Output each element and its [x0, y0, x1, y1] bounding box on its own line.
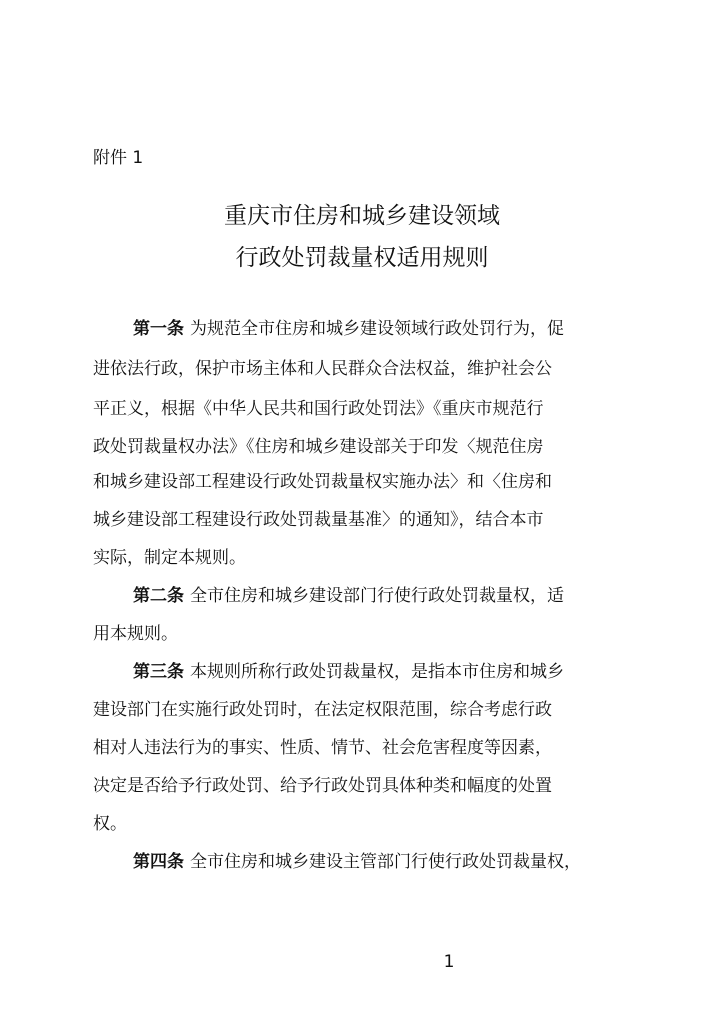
article-3-line: 权。 [93, 814, 127, 834]
article-1-line: 和城乡建设部工程建设行政处罚裁量权实施办法〉和〈住房和 [93, 472, 552, 492]
article-1-line: 为规范全市住房和城乡建设领域行政处罚行为，促 [190, 319, 564, 339]
article-2-first-line [133, 584, 564, 608]
article-3-heading: 第三条 [133, 662, 184, 682]
article-1-line: 城乡建设部工程建设行政处罚裁量基准〉的通知》，结合本市 [93, 510, 544, 530]
article-3-line: 建设部门在实施行政处罚时，在法定权限范围，综合考虑行政 [93, 700, 552, 720]
article-2-heading: 第二条 [133, 586, 184, 606]
article-1-line: 政处罚裁量权办法》《住房和城乡建设部关于印发〈规范住房 [93, 437, 544, 457]
article-4-heading: 第四条 [133, 852, 184, 872]
article-1-first-line [133, 317, 564, 341]
attachment-label: 附件 1 [93, 148, 144, 168]
article-1-line: 实际，制定本规则。 [93, 548, 246, 568]
article-3-line: 相对人违法行为的事实、性质、情节、社会危害程度等因素， [93, 738, 552, 758]
article-2-line: 全市住房和城乡建设部门行使行政处罚裁量权，适 [190, 586, 564, 606]
article-1-line: 进依法行政，保护市场主体和人民群众合法权益，维护社会公 [93, 359, 552, 379]
page-number: 1 [443, 952, 455, 972]
article-2-line: 用本规则。 [93, 624, 178, 644]
article-1-line: 平正义，根据《中华人民共和国行政处罚法》《重庆市规范行 [93, 399, 544, 419]
article-1-heading: 第一条 [133, 319, 184, 339]
article-3-line: 本规则所称行政处罚裁量权，是指本市住房和城乡 [190, 662, 564, 682]
article-4-line: 全市住房和城乡建设主管部门行使行政处罚裁量权， [190, 852, 581, 872]
article-4-first-line [133, 850, 581, 874]
document-title-line-1: 重庆市住房和城乡建设领域 [224, 203, 500, 229]
article-3-line: 决定是否给予行政处罚、给予行政处罚具体种类和幅度的处置 [93, 776, 552, 796]
document-title-line-2: 行政处罚裁量权适用规则 [235, 245, 489, 271]
article-3-first-line [133, 660, 564, 684]
